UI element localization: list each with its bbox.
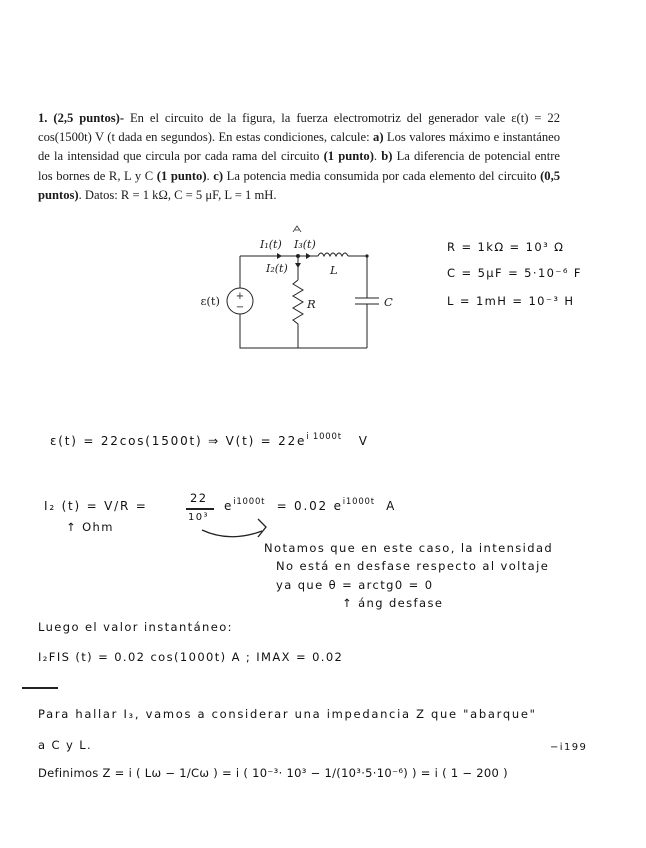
label-c: C xyxy=(384,295,393,309)
current-arrow-i1 xyxy=(277,253,282,259)
equation-i2-exponent: i1000t xyxy=(233,497,266,507)
label-r: R xyxy=(307,297,316,311)
circuit-diagram xyxy=(190,224,410,354)
source-minus: − xyxy=(235,302,245,313)
separator-line xyxy=(22,687,58,689)
part-a-text: Los valores máximo e instantáneo de la intensidad que circula por cada rama del circuito xyxy=(38,130,560,164)
equation-i2-rhs xyxy=(224,499,396,513)
note-ohm: ↑ Ohm xyxy=(66,520,114,534)
equation-emf-main: ε(t) = 22cos(1500t) ⇒ V(t) = 22e xyxy=(50,434,307,448)
note-value-r: R = 1kΩ = 10³ Ω xyxy=(447,240,565,254)
equation-i2-unit: A xyxy=(386,499,397,513)
label-l: L xyxy=(330,263,338,277)
part-b-points: (1 punto) xyxy=(156,168,207,183)
node-top-right xyxy=(365,254,368,257)
part-b-label: b) xyxy=(381,149,393,164)
equation-emf xyxy=(50,434,369,448)
equation-i2-e: e xyxy=(224,499,234,513)
label-i1: I₁(t) xyxy=(260,238,282,251)
pen-mark xyxy=(293,226,301,232)
source-label: ε(t) xyxy=(200,294,220,308)
problem-data: . Datos: R = 1 kΩ, C = 5 μF, L = 1 mH. xyxy=(78,187,277,202)
note-line-4: ↑ áng desfase xyxy=(342,596,444,610)
fraction-bar xyxy=(186,508,214,510)
node-top xyxy=(296,254,300,258)
problem-points: (2,5 puntos)- xyxy=(53,111,125,125)
label-i3: I₃(t) xyxy=(294,238,316,251)
equation-z-definition: Definimos Z = i ( Lω − 1/Cω ) = i ( 10⁻³· 10³ − 1/(10³·5·10⁻⁶) ) = i ( 1 − 200 ) xyxy=(38,766,508,780)
label-i2: I₂(t) xyxy=(266,262,288,275)
equation-i2-denominator: 10³ xyxy=(188,512,209,523)
part-a-points: (1 punto) xyxy=(323,149,374,164)
note-line-2: No está en desfase respecto al voltaje xyxy=(276,559,550,573)
part-c-points: (0,5 puntos) xyxy=(38,168,561,202)
current-arrow-i2 xyxy=(295,263,301,268)
equation-z-result: −i199 xyxy=(550,742,588,753)
part-c-text: La potencia media consumida por cada elemento del circuito xyxy=(223,168,541,183)
equation-i2-mid: = 0.02 e xyxy=(276,499,343,513)
source-plus: + xyxy=(235,291,245,302)
problem-statement: 1. (2,5 puntos)- En el circuito de la figura, la fuerza electromotriz del generador vale ε(t) = 22 cos(1500t) V (t dada en segundos). En estas condiciones, calcule: a) Los valores máximo e instantáneo de la intensidad que circula por cada rama del circuito (1 punto). b) La diferencia de potencial entre los bornes de R, L y C (1 punto). c) La potencia media consumida por cada elemento del circuito (0,5 puntos). Datos: R = 1 kΩ, C = 5 μF, L = 1 mH. xyxy=(38,111,561,202)
equation-i2-numerator: 22 xyxy=(190,491,208,505)
problem-number: 1. xyxy=(38,111,48,125)
note-line-3: ya que θ = arctg0 = 0 xyxy=(276,578,434,592)
part-b-text: La diferencia de potencial entre los bornes de R, L y C xyxy=(38,149,561,183)
problem-emf: ε(t) = 22 cos(1500t) V (t dada en segundos). En estas condiciones, calcule: xyxy=(38,111,560,145)
resistor-zigzag xyxy=(293,280,303,328)
text-luego: Luego el valor instantáneo: xyxy=(38,620,233,634)
note-line-1: Notamos que en este caso, la intensidad xyxy=(264,541,554,555)
equation-emf-unit: V xyxy=(358,434,369,448)
equation-emf-exponent: i 1000t xyxy=(306,432,342,442)
problem-intro: En el circuito de la figura, la fuerza electromotriz del generador vale xyxy=(124,111,512,125)
text-para-i3-line1: Para hallar I₃, vamos a considerar una impedancia Z que "abarque" xyxy=(38,707,537,721)
part-a-label: a) xyxy=(373,130,384,145)
capacitor-plates xyxy=(355,298,379,304)
current-arrow-i3 xyxy=(306,253,311,259)
equation-i2-instantaneous: I₂FIS (t) = 0.02 cos(1000t) A ; IMAX = 0.02 xyxy=(38,650,344,664)
note-value-c: C = 5μF = 5·10⁻⁶ F xyxy=(447,266,582,280)
equation-i2-lhs: I₂ (t) = V/R = xyxy=(44,499,148,513)
inductor-coil xyxy=(318,253,348,256)
text-para-i3-line2: a C y L. xyxy=(38,738,93,752)
equation-i2-exponent2: i1000t xyxy=(342,497,375,507)
part-c-label: c) xyxy=(213,168,224,183)
note-value-l: L = 1mH = 10⁻³ H xyxy=(447,294,575,308)
